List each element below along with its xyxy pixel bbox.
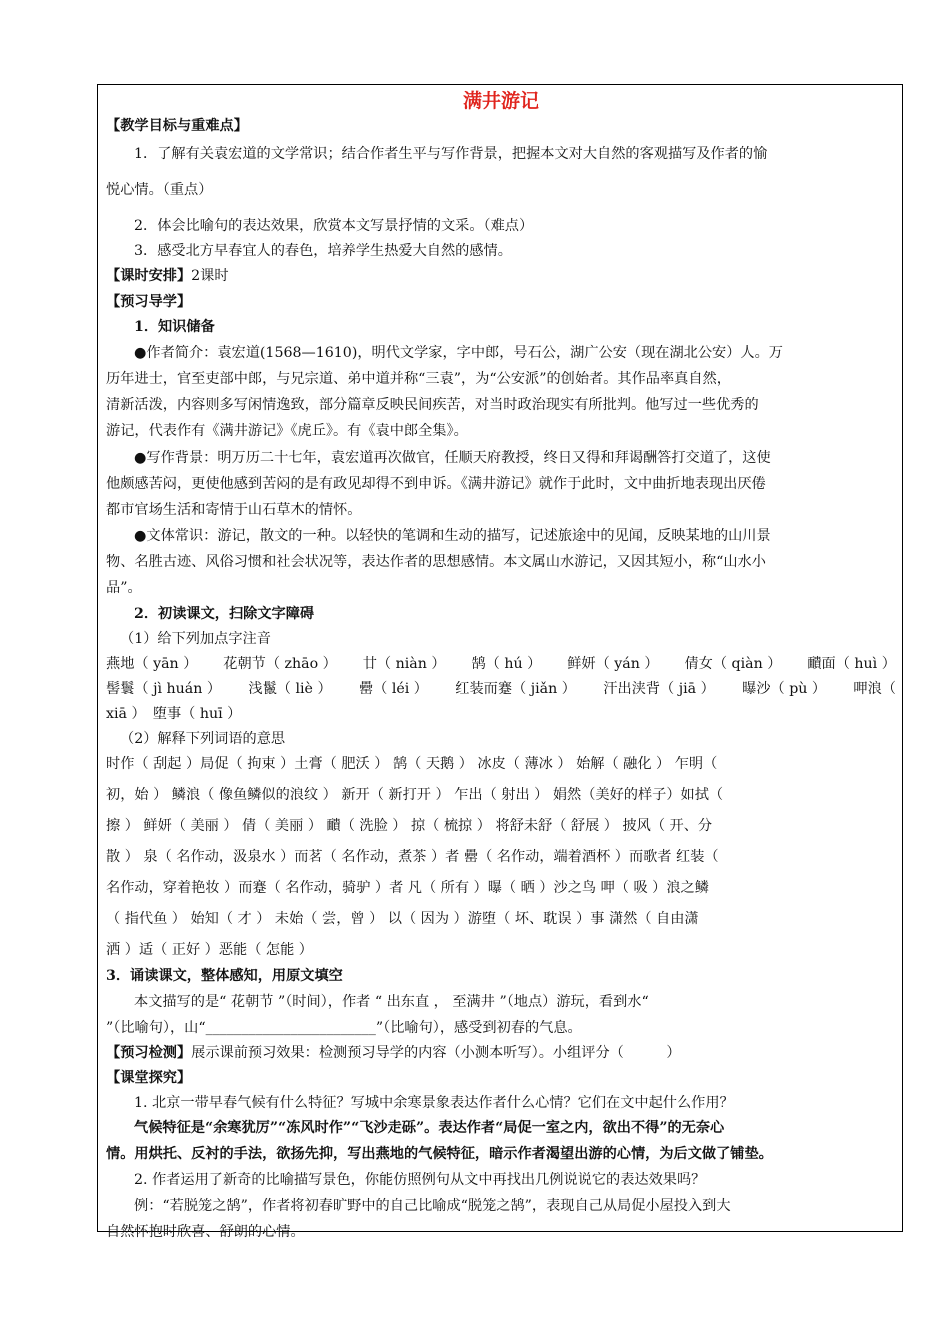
page-title: 满井游记 xyxy=(462,90,539,112)
genre-line-c: 品”。 xyxy=(106,580,142,596)
check-text: 展示课前预习效果：检测预习导学的内容（小测本听写）。小组评分（ ） xyxy=(191,1045,681,1061)
pinyin-row-a xyxy=(106,654,896,674)
goal-1b: 悦心情。（重点） xyxy=(106,182,213,198)
pinyin-item: 靧面（ huì ） xyxy=(807,656,896,672)
fill-line-a: 本文描写的是“ 花朝节 ”（时间），作者 “ 出东直 ， 至满井 ”（地点）游玩，看到水“ xyxy=(134,994,649,1010)
pinyin-item: 浅鬣（ liè ） xyxy=(248,681,332,697)
author-line-a: ●作者简介：袁宏道(1568—1610)，明代文学家，字中郎，号石公，湖广公安（现在湖北公安）人。万 xyxy=(134,345,783,361)
document-body xyxy=(106,88,896,1240)
meaning-line-7: 洒 ）适（ 正好 ）恶能（ 怎能 ） xyxy=(106,942,313,958)
explore-a1b: 情。用烘托、反衬的手法，欲扬先抑，写出燕地的气候特征，暗示作者渴望出游的心情，为后文做了铺垫。 xyxy=(106,1146,773,1162)
author-line-d: 游记，代表作有《满井游记》《虎丘》。有《袁中郎全集》。 xyxy=(106,423,468,439)
goal-3: 3．感受北方早春宜人的春色，培养学生热爱大自然的感情。 xyxy=(134,243,512,259)
background-line-a: ●写作背景：明万历二十七年，袁宏道再次做官，任顺天府教授，终日又得和拜谒酬答打交道了，这使 xyxy=(134,450,771,466)
author-line-c: 清新活泼，内容则多写闲情逸致，部分篇章反映民间疾苦，对当时政治现实有所批判。他写过一些优秀的 xyxy=(106,397,759,413)
goals-heading: 【教学目标与重难点】 xyxy=(106,118,248,134)
genre-line-a: ●文体常识：游记，散文的一种。以轻快的笔调和生动的描写，记述旅途中的见闻，反映某地的山川景 xyxy=(134,528,771,544)
explore-heading: 【课堂探究】 xyxy=(106,1070,192,1086)
example-line-b: 自然怀抱时欣喜、舒朗的心情。 xyxy=(106,1224,305,1240)
pinyin-question: （1）给下列加点字注音 xyxy=(120,631,271,647)
pinyin-item: 倩女（ qiàn ） xyxy=(684,656,782,672)
section-1-heading: 1．知识储备 xyxy=(134,319,215,335)
genre-line-b: 物、名胜古迹、风俗习惯和社会状况等，表达作者的思想感情。本文属山水游记，又因其短小，称“山水小 xyxy=(106,554,766,570)
pinyin-row-c: xiā ） 堕事（ huī ） xyxy=(106,706,242,722)
explore-a1a: 气候特征是“余寒犹厉”“冻风时作”“飞沙走砾”。表达作者“局促一室之内，欲出不得”的无奈心 xyxy=(134,1120,725,1136)
explore-q1: 1. 北京一带早春气候有什么特征？写城中余寒景象表达作者什么心情？它们在文中起什么作用？ xyxy=(134,1095,734,1111)
pinyin-item: 花朝节（ zhāo ） xyxy=(223,656,337,672)
meaning-line-4: 散 ） 泉（ 名作动，汲泉水 ）而茗（ 名作动，煮茶 ）者 罍（ 名作动，端着酒杯 ）而歌者 红装（ xyxy=(106,849,719,865)
pinyin-item: 髻鬟（ jì huán ） xyxy=(106,681,222,697)
schedule-value: 2课时 xyxy=(191,268,229,284)
explore-q2: 2. 作者运用了新奇的比喻描写景色，你能仿照例句从文中再找出几例说说它的表达效果吗？ xyxy=(134,1172,706,1188)
pinyin-item: 红装而蹇（ jiǎn ） xyxy=(455,681,576,697)
meaning-line-3: 擦 ） 鲜妍（ 美丽 ） 倩（ 美丽 ） 靧（ 洗脸 ） 掠（ 梳掠 ） 将舒未舒（ 舒展 ） 披风（ 开、分 xyxy=(106,818,713,834)
meaning-line-5: 名作动，穿着艳妆 ）而蹇（ 名作动，骑驴 ）者 凡（ 所有 ）曝（ 晒 ）沙之鸟 呷（ 吸 ）浪之鳞 xyxy=(106,880,709,896)
pinyin-item: 廿（ niàn ） xyxy=(362,656,446,672)
goal-2: 2．体会比喻句的表达效果，欣赏本文写景抒情的文采。（难点） xyxy=(134,218,534,234)
check-heading: 【预习检测】 xyxy=(106,1045,192,1061)
pinyin-row-b xyxy=(106,679,896,699)
goal-1a: 1．了解有关袁宏道的文学常识；结合作者生平与写作背景，把握本文对大自然的客观描写及作者的愉 xyxy=(134,146,768,162)
schedule-line xyxy=(106,266,896,286)
pinyin-item: 曝沙（ pù ） xyxy=(742,681,827,697)
pinyin-item: 燕地（ yān ） xyxy=(106,656,198,672)
meaning-line-6: （ 指代鱼 ） 始知（ 才 ） 未始（ 尝，曾 ） 以（ 因为 ）游堕（ 坏、耽误 ）事 潇然（ 自由潇 xyxy=(106,911,699,927)
meaning-line-1: 时作（ 刮起 ）局促（ 拘束 ）土膏（ 肥沃 ） 鹄（ 天鹅 ） 冰皮（ 薄冰 ） 始解（ 融化 ） 乍明（ xyxy=(106,756,718,772)
meaning-line-2: 初，始 ） 鳞浪（ 像鱼鳞似的浪纹 ） 新开（ 新打开 ） 乍出（ 射出 ） 娟然（美好的样子）如拭（ xyxy=(106,787,724,803)
pinyin-item: 呷浪（ xyxy=(853,681,896,697)
pinyin-item: 罍（ léi ） xyxy=(358,681,428,697)
preview-heading: 【预习导学】 xyxy=(106,294,192,310)
author-line-b: 历年进士，官至吏部中郎，与兄宗道、弟中道并称“三袁”，为“公安派”的创始者。其作品率真自然， xyxy=(106,371,731,387)
meaning-question: （2）解释下列词语的意思 xyxy=(120,731,286,747)
background-line-c: 都市官场生活和寄情于山石草木的情怀。 xyxy=(106,502,362,518)
check-line xyxy=(106,1043,896,1063)
fill-line-b: ”（比喻句），山“________________________”（比喻句），感受到初春的气息。 xyxy=(106,1020,582,1036)
example-line-a: 例：“若脱笼之鹄”，作者将初春旷野中的自己比喻成“脱笼之鹄”，表现自己从局促小屋投入到大 xyxy=(134,1198,731,1214)
background-line-b: 他颇感苦闷，更使他感到苦闷的是有政见却得不到申诉。《满井游记》就作于此时，文中曲折地表现出厌倦 xyxy=(106,476,766,492)
pinyin-item: 鹄（ hú ） xyxy=(471,656,542,672)
schedule-heading: 【课时安排】 xyxy=(106,268,192,284)
section-2-heading: 2．初读课文，扫除文字障碍 xyxy=(134,606,315,622)
pinyin-item: 汗出浃背（ jiā ） xyxy=(603,681,715,697)
pinyin-item: 鲜妍（ yán ） xyxy=(567,656,659,672)
section-3-heading: 3．诵读课文，整体感知，用原文填空 xyxy=(106,968,343,984)
